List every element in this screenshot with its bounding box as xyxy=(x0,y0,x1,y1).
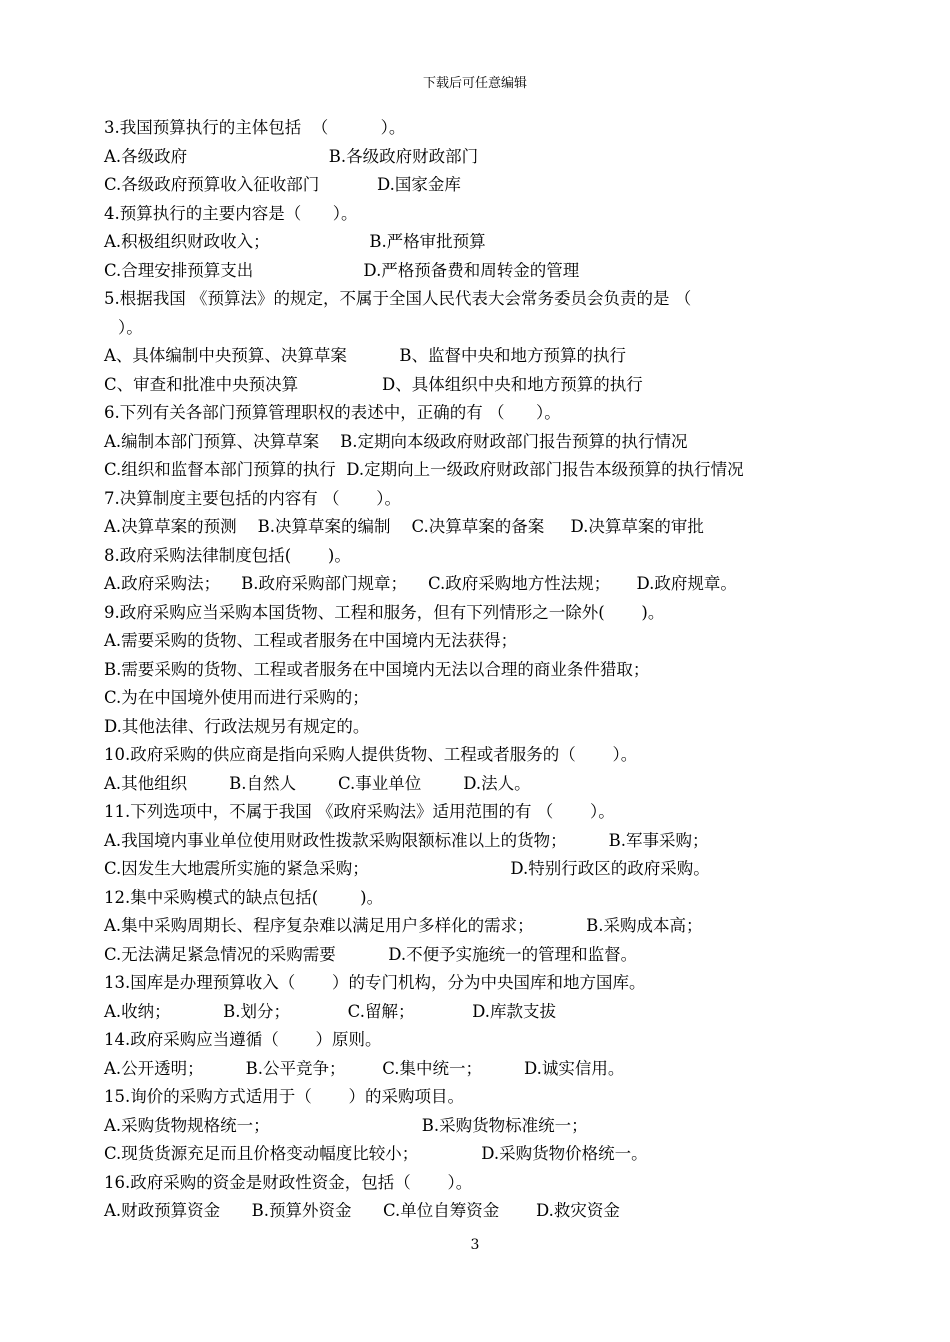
text-line: C.合理安排预算支出 D.严格预备费和周转金的管理 xyxy=(104,260,580,280)
text-line: C.因发生大地震所实施的紧急采购； D.特别行政区的政府采购。 xyxy=(104,859,710,878)
text-line: C.无法满足紧急情况的采购需要 D.不便予实施统一的管理和监督。 xyxy=(104,944,638,964)
page-header: 下载后可任意编辑 xyxy=(422,76,527,91)
text-line: A.决算草案的预测 B.决算草案的编制 C.决算草案的备案 D.决算草案的审批 xyxy=(104,517,704,536)
text-line: A.积极组织财政收入； B.严格审批预算 xyxy=(104,232,486,251)
text-line: A.采购货物规格统一； B.采购货物标准统一； xyxy=(104,1115,588,1135)
text-line: A.收纳； B.划分； C.留解； D.库款支拔 xyxy=(104,1001,557,1021)
text-line: 5.根据我国 《预算法》的规定，不属于全国人民代表大会常务委员会负责的是 （ xyxy=(104,289,692,308)
text-line: A.财政预算资金 B.预算外资金 C.单位自筹资金 D.救灾资金 xyxy=(104,1201,620,1220)
text-line: A.需要采购的货物、工程或者服务在中国境内无法获得； xyxy=(104,631,518,650)
text-line: A.公开透明； B.公平竞争； C.集中统一； D.诚实信用。 xyxy=(104,1058,625,1078)
text-line: 10.政府采购的供应商是指向采购人提供货物、工程或者服务的（ ）。 xyxy=(104,745,638,764)
text-line: B.需要采购的货物、工程或者服务在中国境内无法以合理的商业条件猎取； xyxy=(104,659,650,679)
text-line: 7.决算制度主要包括的内容有 （ ）。 xyxy=(104,488,401,508)
text-line: C.为在中国境外使用而进行采购的； xyxy=(104,688,369,707)
text-line: 3.我国预算执行的主体包括 （ ）。 xyxy=(104,118,406,137)
text-line: C.组织和监督本部门预算的执行 D.定期向上一级政府财政部门报告本级预算的执行情况 xyxy=(104,460,744,479)
text-line: 8.政府采购法律制度包括( )。 xyxy=(104,545,351,565)
text-line: 6.下列有关各部门预算管理职权的表述中，正确的有 （ ）。 xyxy=(104,403,561,422)
text-line: ）。 xyxy=(118,317,143,337)
text-line: A.其他组织 B.自然人 C.事业单位 D.法人。 xyxy=(104,773,531,793)
text-line: A.政府采购法； B.政府采购部门规章； C.政府采购地方性法规； D.政府规章。 xyxy=(104,574,737,593)
text-line: 15.询价的采购方式适用于（ ）的采购项目。 xyxy=(104,1087,464,1106)
text-line: D.其他法律、行政法规另有规定的。 xyxy=(104,716,370,736)
text-line: 14.政府采购应当遵循（ ）原则。 xyxy=(104,1030,382,1049)
text-line: A、具体编制中央预算、决算草案 B、监督中央和地方预算的执行 xyxy=(104,346,626,365)
text-line: 4.预算执行的主要内容是（ ）。 xyxy=(104,203,358,223)
text-line: A.集中采购周期长、程序复杂难以满足用户多样化的需求； B.采购成本高； xyxy=(104,916,703,935)
text-line: 16.政府采购的资金是财政性资金，包括（ ）。 xyxy=(104,1172,473,1192)
page-number: 3 xyxy=(470,1237,480,1253)
text-line: A.各级政府 B.各级政府财政部门 xyxy=(104,146,479,166)
text-line: C.现货货源充足而且价格变动幅度比较小； D.采购货物价格统一。 xyxy=(104,1144,648,1163)
text-line: C、审查和批准中央预决算 D、具体组织中央和地方预算的执行 xyxy=(104,374,643,394)
text-line: A.我国境内事业单位使用财政性拨款采购限额标准以上的货物； B.军事采购； xyxy=(104,830,709,850)
text-line: C.各级政府预算收入征收部门 D.国家金库 xyxy=(104,175,461,194)
text-line: A.编制本部门预算、决算草案 B.定期向本级政府财政部门报告预算的执行情况 xyxy=(104,431,688,451)
text-line: 11.下列选项中，不属于我国 《政府采购法》适用范围的有 （ ）。 xyxy=(104,802,615,821)
text-line: 9.政府采购应当采购本国货物、工程和服务，但有下列情形之一除外( )。 xyxy=(104,602,665,622)
text-line: 13.国库是办理预算收入（ ）的专门机构，分为中央国库和地方国库。 xyxy=(104,973,646,992)
text-line: 12.集中采购模式的缺点包括( )。 xyxy=(104,887,384,907)
